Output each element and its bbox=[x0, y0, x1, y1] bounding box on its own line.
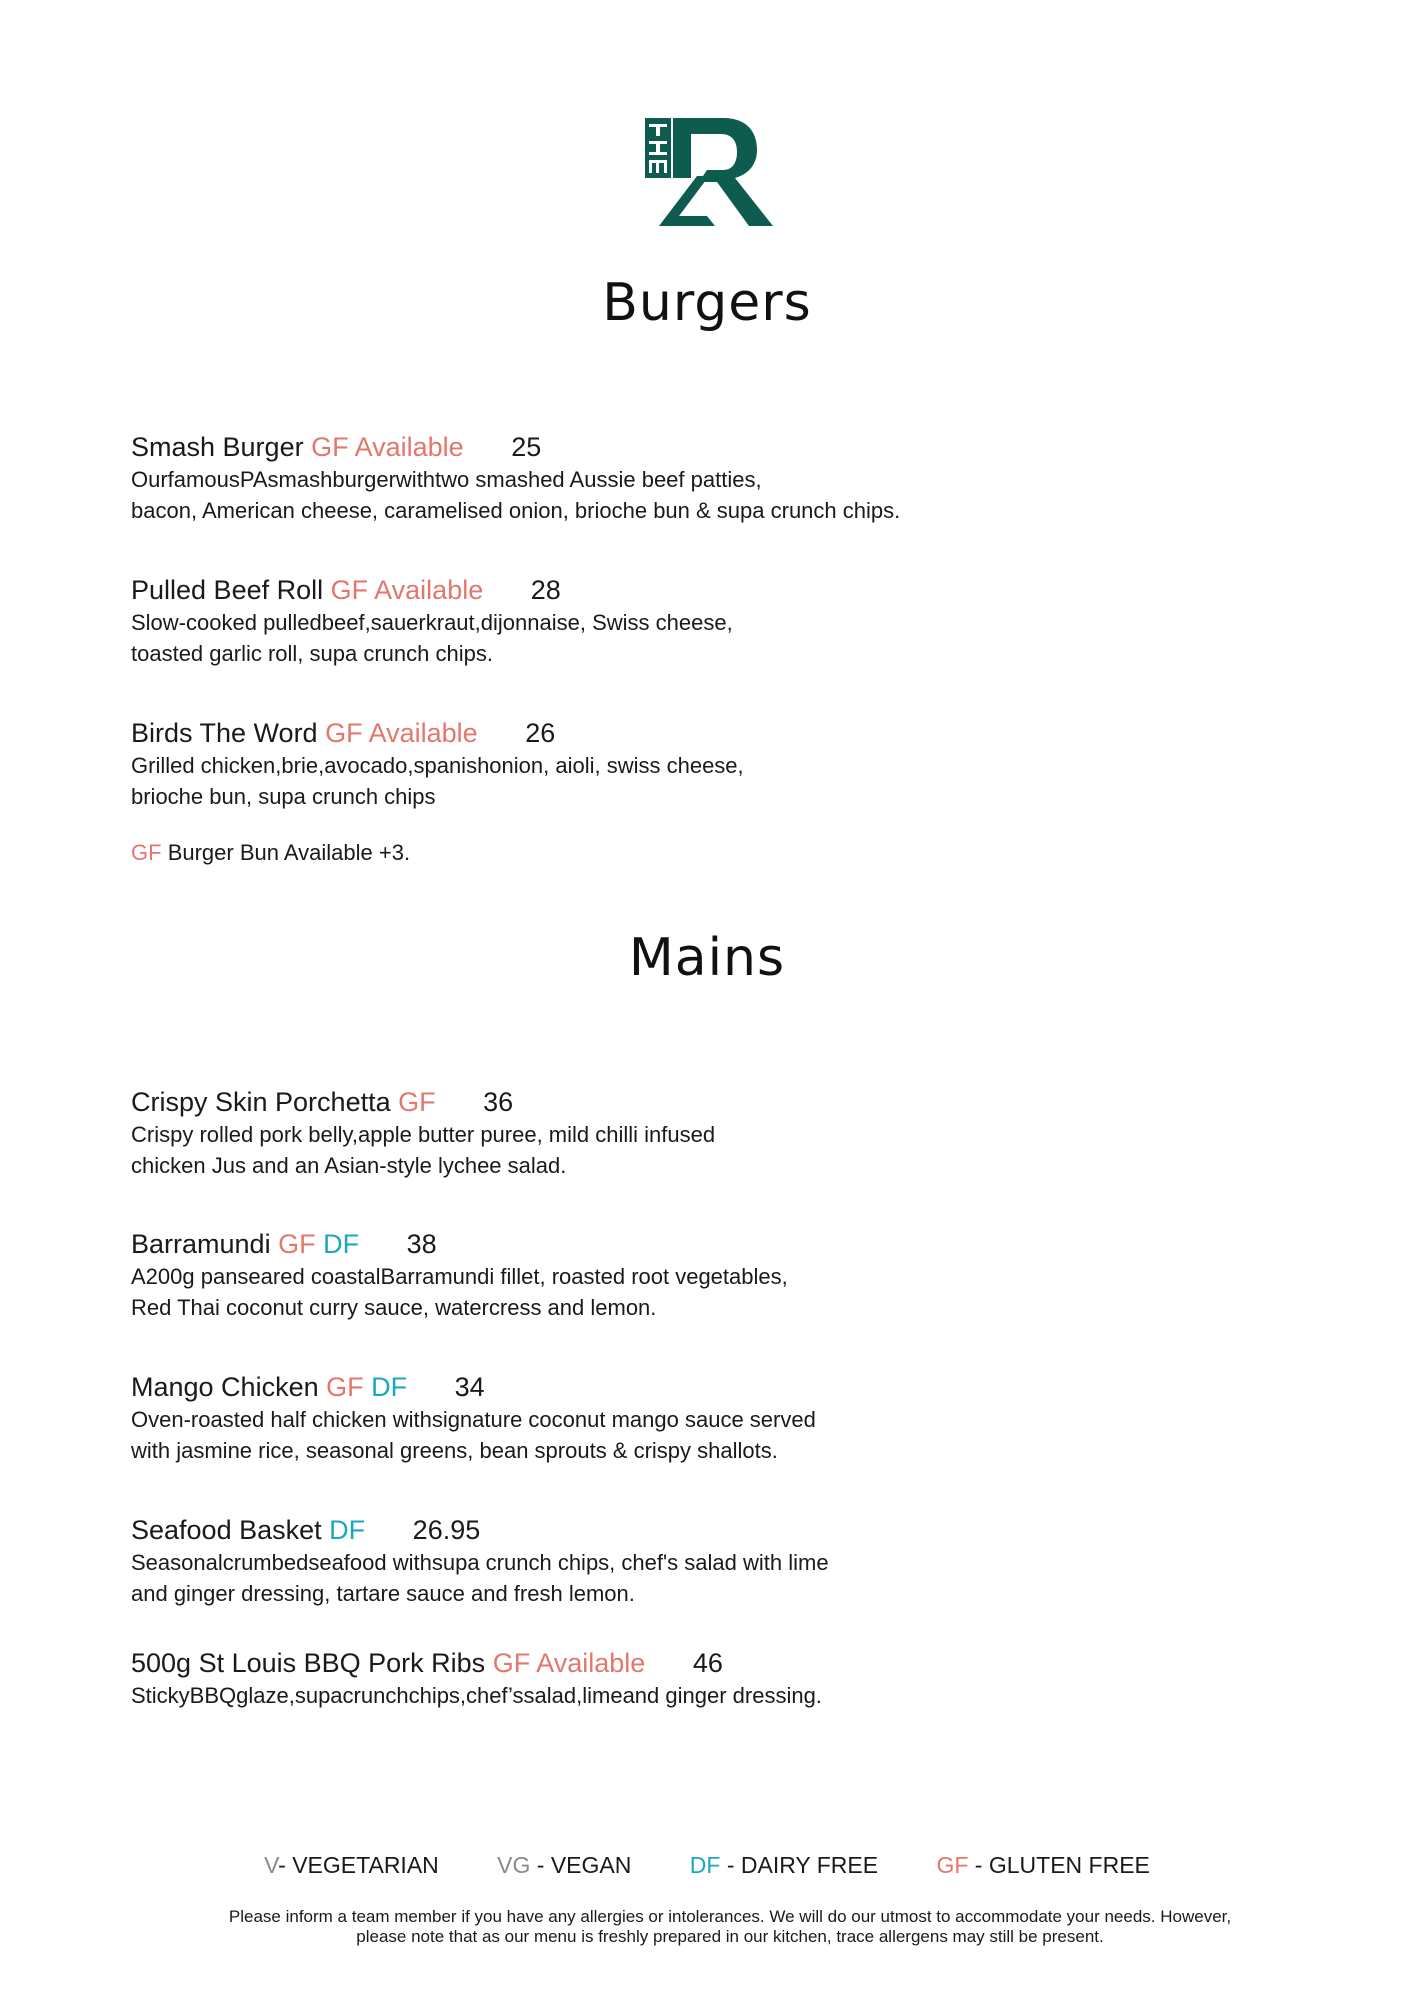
item-price: 34 bbox=[454, 1372, 485, 1402]
menu-item-crispy-skin-porchetta bbox=[131, 1085, 1031, 1181]
item-name: Birds The Word bbox=[131, 718, 318, 748]
gf-tag: GF bbox=[278, 1229, 316, 1259]
item-name: Barramundi bbox=[131, 1229, 271, 1259]
item-description: Oven-roasted half chicken withsignature coconut mango sauce served with jasmine rice, seasonal greens, bean sprouts & crispy shallots. bbox=[131, 1407, 816, 1463]
legend-label: - VEGETARIAN bbox=[278, 1852, 439, 1878]
legend-label: - VEGAN bbox=[530, 1852, 632, 1878]
df-tag: DF bbox=[323, 1229, 360, 1259]
item-price: 46 bbox=[692, 1648, 723, 1678]
item-name: Pulled Beef Roll bbox=[131, 575, 324, 605]
note-text: Burger Bun Available +3. bbox=[167, 840, 411, 865]
item-title bbox=[131, 1513, 1031, 1547]
gf-tag: GF Available bbox=[330, 575, 484, 605]
df-tag: DF bbox=[371, 1372, 408, 1402]
item-name: Crispy Skin Porchetta bbox=[131, 1087, 391, 1117]
item-title bbox=[131, 1085, 1031, 1119]
item-title bbox=[131, 716, 1031, 750]
item-price: 25 bbox=[511, 432, 542, 462]
item-name: Seafood Basket bbox=[131, 1515, 322, 1545]
item-description: A200g panseared coastalBarramundi fillet, roasted root vegetables, Red Thai coconut curry sauce, watercress and lemon. bbox=[131, 1264, 788, 1320]
legend-vegetarian bbox=[264, 1852, 439, 1879]
item-title bbox=[131, 573, 1031, 607]
menu-item-mango-chicken bbox=[131, 1370, 1031, 1466]
menu-item-pulled-beef-roll bbox=[131, 573, 1031, 669]
item-description: OurfamousPAsmashburgerwithtwo smashed Aussie beef patties, bacon, American cheese, caramelised onion, brioche bun & supa crunch chips. bbox=[131, 467, 901, 523]
menu-item-smash-burger bbox=[131, 430, 1031, 526]
legend-gluten-free bbox=[936, 1852, 1149, 1879]
mains-heading: Mains bbox=[628, 928, 786, 988]
item-price: 26 bbox=[525, 718, 556, 748]
item-name: 500g St Louis BBQ Pork Ribs bbox=[131, 1648, 486, 1678]
legend-code: V bbox=[264, 1852, 279, 1878]
gf-tag: GF bbox=[131, 840, 162, 865]
menu-item-birds-the-word bbox=[131, 716, 1031, 812]
gf-tag: GF Available bbox=[492, 1648, 646, 1678]
allergen-disclaimer: Please inform a team member if you have any allergies or intolerances. We will do our utmost to accommodate your needs. However, please note that as our menu is freshly prepared in our kitchen, trace allergens may still be present. bbox=[228, 1907, 1232, 1946]
item-description: StickyBBQglaze,supacrunchchips,chef’ssalad,limeand ginger dressing. bbox=[131, 1683, 822, 1708]
menu-item-barramundi bbox=[131, 1227, 1031, 1323]
item-price: 26.95 bbox=[412, 1515, 481, 1545]
df-tag: DF bbox=[329, 1515, 366, 1545]
gf-tag: GF Available bbox=[325, 718, 478, 748]
item-title bbox=[131, 430, 1031, 464]
item-title bbox=[131, 1227, 1031, 1261]
legend-code: GF bbox=[936, 1852, 969, 1878]
item-title bbox=[131, 1370, 1031, 1404]
legend-label: - DAIRY FREE bbox=[720, 1852, 879, 1878]
gf-tag: GF bbox=[326, 1372, 364, 1402]
item-description: Slow-cooked pulledbeef,sauerkraut,dijonnaise, Swiss cheese, toasted garlic roll, supa crunch chips. bbox=[131, 610, 733, 666]
item-description: Crispy rolled pork belly,apple butter puree, mild chilli infused chicken Jus and an Asian-style lychee salad. bbox=[131, 1122, 716, 1178]
item-price: 36 bbox=[483, 1087, 514, 1117]
item-description: Seasonalcrumbedseafood withsupa crunch chips, chef's salad with lime and ginger dressing, tartare sauce and fresh lemon. bbox=[131, 1550, 829, 1606]
legend-dairy-free bbox=[690, 1852, 878, 1879]
gf-tag: GF bbox=[398, 1087, 436, 1117]
dietary-legend bbox=[0, 1852, 1414, 1879]
menu-item-seafood-basket bbox=[131, 1513, 1031, 1609]
legend-code: DF bbox=[689, 1852, 721, 1878]
gf-tag: GF Available bbox=[311, 432, 464, 462]
item-title bbox=[131, 1646, 1031, 1680]
item-price: 28 bbox=[530, 575, 561, 605]
legend-vegan bbox=[497, 1852, 631, 1879]
burgers-heading: Burgers bbox=[602, 273, 812, 333]
item-name: Mango Chicken bbox=[131, 1372, 319, 1402]
legend-code: VG bbox=[497, 1852, 531, 1878]
item-description: Grilled chicken,brie,avocado,spanishonion, aioli, swiss cheese, brioche bun, supa crunch chips bbox=[131, 753, 744, 809]
item-price: 38 bbox=[406, 1229, 437, 1259]
menu-item-bbq-pork-ribs bbox=[131, 1646, 1031, 1711]
legend-label: - GLUTEN FREE bbox=[968, 1852, 1150, 1878]
item-name: Smash Burger bbox=[131, 432, 304, 462]
the-pa-logo bbox=[645, 118, 773, 226]
gf-bun-note bbox=[131, 840, 410, 866]
